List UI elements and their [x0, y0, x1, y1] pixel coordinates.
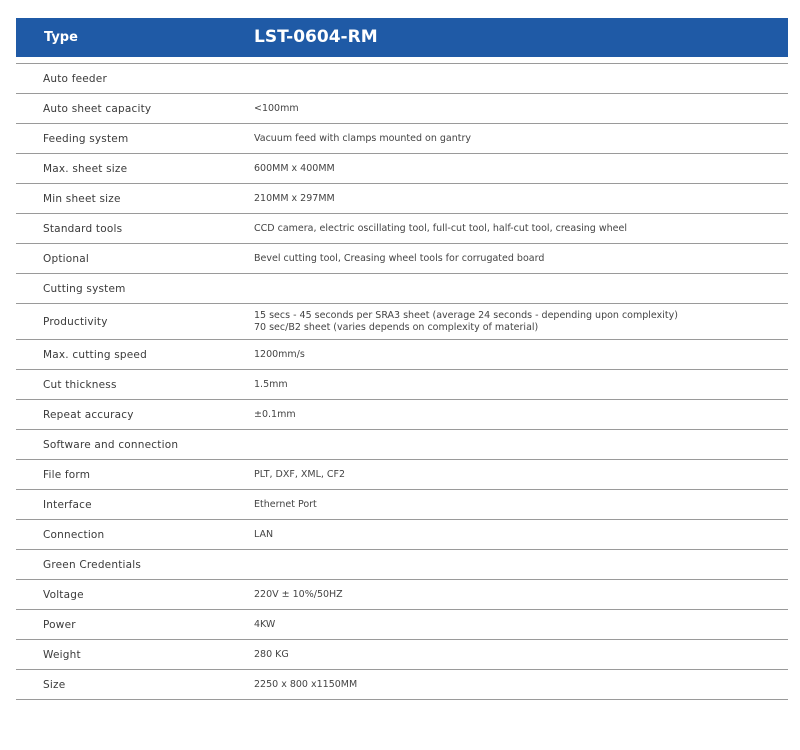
- row-label: Connection: [43, 528, 105, 541]
- row-label: Auto sheet capacity: [43, 102, 152, 115]
- row-label: Min sheet size: [43, 192, 121, 205]
- row-label: Standard tools: [43, 222, 123, 235]
- spec-row-weight: [16, 639, 788, 669]
- spec-row-size: [16, 669, 788, 700]
- spec-row-max-cutting-speed: [16, 339, 788, 369]
- row-value: [254, 304, 678, 339]
- header-model-name: LST-0604-RM: [254, 27, 378, 47]
- row-value: 4KW: [254, 618, 276, 630]
- spec-row-cutting-system: [16, 273, 788, 303]
- row-label: Productivity: [43, 315, 108, 328]
- row-label: Optional: [43, 252, 89, 265]
- row-value: 1200mm/s: [254, 348, 305, 360]
- row-value-line-1: 15 secs - 45 seconds per SRA3 sheet (average 24 seconds - depending upon complexity): [254, 309, 678, 321]
- row-label: Repeat accuracy: [43, 408, 134, 421]
- spec-row-connection: [16, 519, 788, 549]
- spec-row-repeat-accuracy: [16, 399, 788, 429]
- row-label: Software and connection: [43, 438, 179, 451]
- spec-row-green-credentials: [16, 549, 788, 579]
- spec-row-interface: [16, 489, 788, 519]
- spec-row-voltage: [16, 579, 788, 609]
- spec-row-power: [16, 609, 788, 639]
- row-label: Weight: [43, 648, 81, 661]
- spec-row-feeding-system: [16, 123, 788, 153]
- row-label: Green Credentials: [43, 558, 142, 571]
- spec-row-auto-sheet-capacity: [16, 93, 788, 123]
- row-label: Size: [43, 678, 66, 691]
- row-label: Cut thickness: [43, 378, 117, 391]
- row-label: Interface: [43, 498, 92, 511]
- row-value: PLT, DXF, XML, CF2: [254, 468, 346, 480]
- row-label: Feeding system: [43, 132, 129, 145]
- spec-row-max-sheet-size: [16, 153, 788, 183]
- row-value: 280 KG: [254, 648, 289, 660]
- row-label: Max. sheet size: [43, 162, 128, 175]
- row-label: File form: [43, 468, 91, 481]
- row-value: Ethernet Port: [254, 498, 317, 510]
- row-value: ±0.1mm: [254, 408, 296, 420]
- row-label: Cutting system: [43, 282, 126, 295]
- spec-row-software-and-connection: [16, 429, 788, 459]
- header-type-label: Type: [44, 30, 78, 45]
- row-value: <100mm: [254, 102, 299, 114]
- row-value: 210MM x 297MM: [254, 192, 335, 204]
- row-value: 600MM x 400MM: [254, 162, 335, 174]
- row-value-line-2: 70 sec/B2 sheet (varies depends on complexity of material): [254, 321, 539, 333]
- spec-row-min-sheet-size: [16, 183, 788, 213]
- row-label: Auto feeder: [43, 72, 107, 85]
- row-value: CCD camera, electric oscillating tool, full-cut tool, half-cut tool, creasing wheel: [254, 222, 627, 234]
- row-value: 220V ± 10%/50HZ: [254, 588, 343, 600]
- spec-table: [16, 18, 788, 700]
- row-value: 1.5mm: [254, 378, 288, 390]
- spec-row-auto-feeder: [16, 63, 788, 93]
- table-header: [16, 18, 788, 57]
- row-value: Vacuum feed with clamps mounted on gantry: [254, 132, 472, 144]
- spec-row-productivity: [16, 303, 788, 339]
- row-value: LAN: [254, 528, 274, 540]
- spec-row-cut-thickness: [16, 369, 788, 399]
- spec-row-optional: [16, 243, 788, 273]
- row-label: Max. cutting speed: [43, 348, 147, 361]
- spec-row-standard-tools: [16, 213, 788, 243]
- row-value: 2250 x 800 x1150MM: [254, 678, 358, 690]
- row-value: Bevel cutting tool, Creasing wheel tools for corrugated board: [254, 252, 545, 264]
- spec-row-file-form: [16, 459, 788, 489]
- row-label: Voltage: [43, 588, 84, 601]
- row-label: Power: [43, 618, 76, 631]
